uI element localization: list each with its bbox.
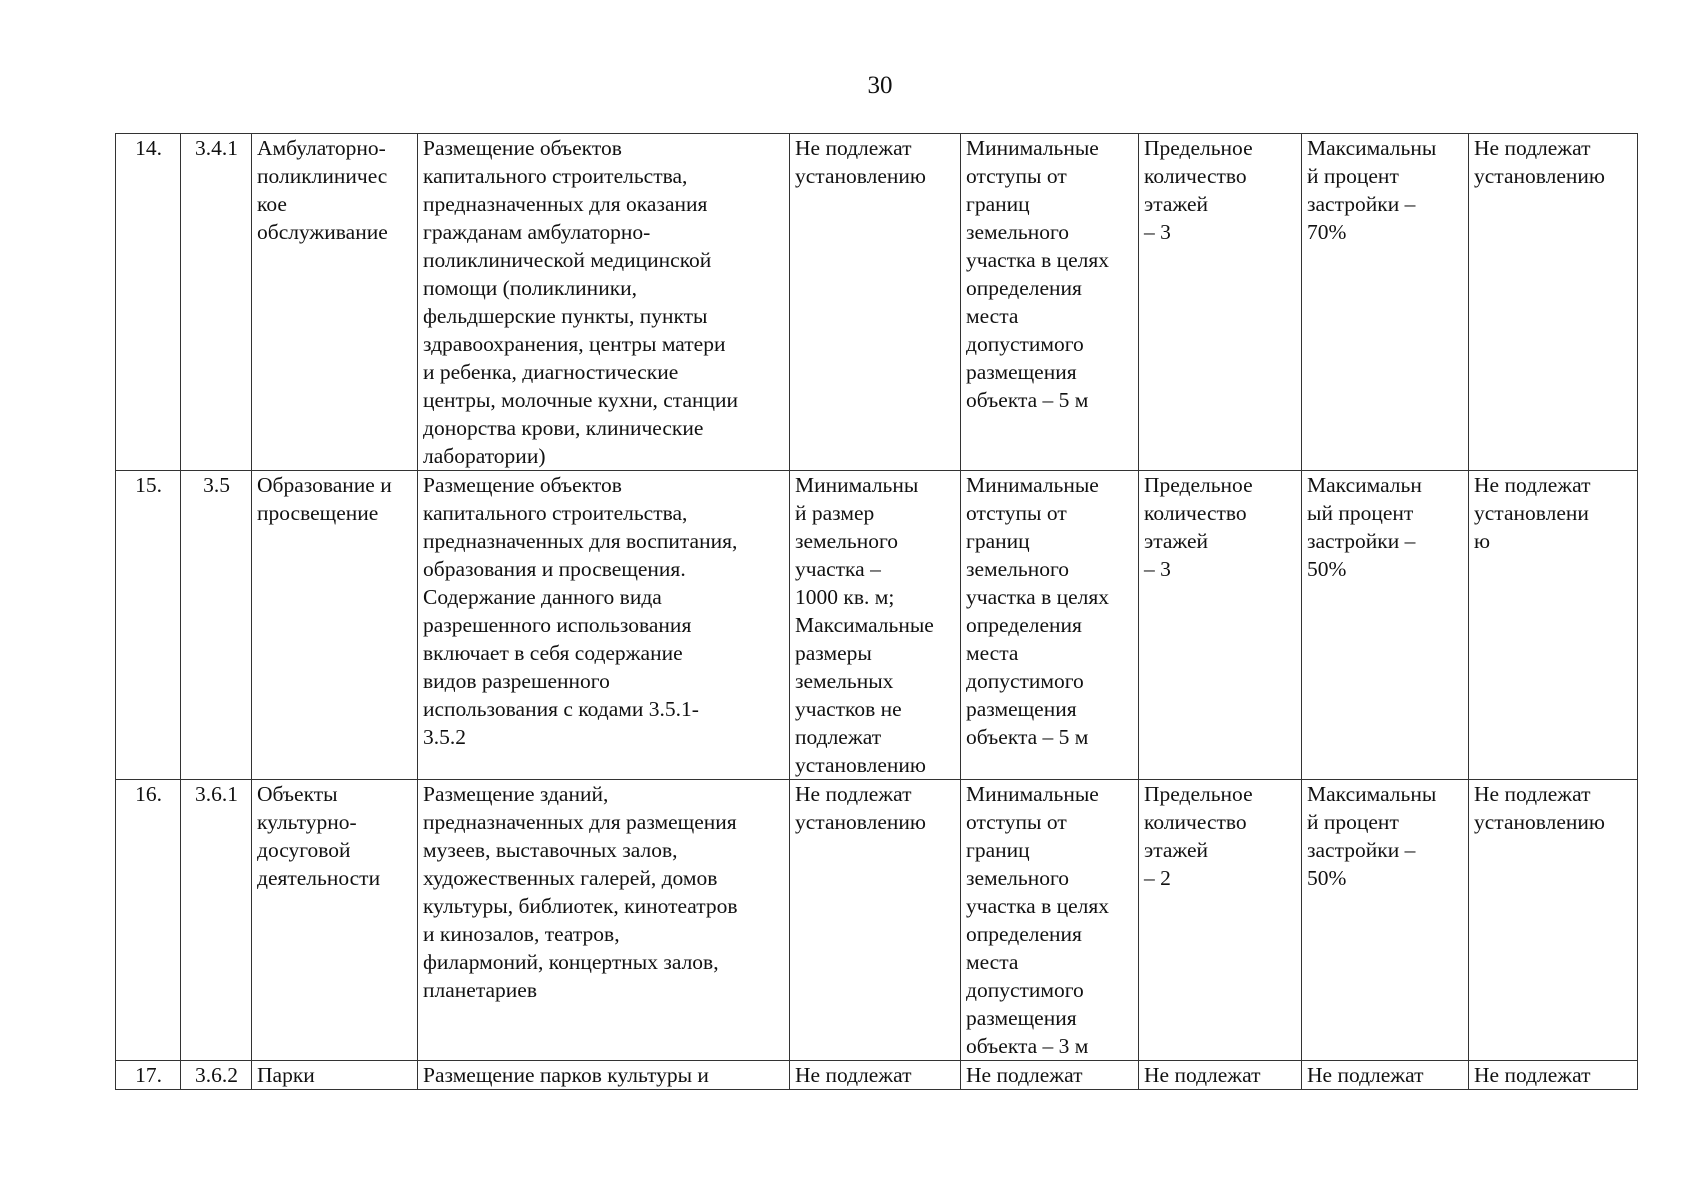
land-use-table xyxy=(115,133,1638,1090)
table-row xyxy=(116,134,1638,471)
use-code: 3.5 xyxy=(181,471,252,780)
other-limits: Не подлежат установлению xyxy=(1469,134,1638,471)
setback-limits: Минимальные отступы от границ земельного участка в целях определения места допустимого размещения объекта – 5 м xyxy=(961,471,1139,780)
setback-limits: Не подлежат xyxy=(961,1061,1139,1090)
use-name: Парки xyxy=(252,1061,418,1090)
floor-limits: Не подлежат xyxy=(1139,1061,1302,1090)
row-number: 17. xyxy=(116,1061,181,1090)
plot-size-limits: Не подлежат xyxy=(790,1061,961,1090)
other-limits: Не подлежат установлению xyxy=(1469,780,1638,1061)
table-row xyxy=(116,1061,1638,1090)
coverage-limits: Максимальны й процент застройки – 50% xyxy=(1302,780,1469,1061)
row-number: 15. xyxy=(116,471,181,780)
plot-size-limits: Минимальны й размер земельного участка – 1000 кв. м; Максимальные размеры земельных участков не подлежат установлению xyxy=(790,471,961,780)
plot-size-limits: Не подлежат установлению xyxy=(790,134,961,471)
floor-limits: Предельное количество этажей – 2 xyxy=(1139,780,1302,1061)
use-name: Образование и просвещение xyxy=(252,471,418,780)
other-limits: Не подлежат установлени ю xyxy=(1469,471,1638,780)
page-number: 30 xyxy=(867,72,893,99)
use-description: Размещение зданий, предназначенных для размещения музеев, выставочных залов, художественных галерей, домов культуры, библиотек, кинотеатров и кинозалов, театров, филармоний, концертных залов, планетариев xyxy=(418,780,790,1061)
floor-limits: Предельное количество этажей – 3 xyxy=(1139,471,1302,780)
setback-limits: Минимальные отступы от границ земельного участка в целях определения места допустимого размещения объекта – 5 м xyxy=(961,134,1139,471)
use-code: 3.6.2 xyxy=(181,1061,252,1090)
use-description: Размещение объектов капитального строительства, предназначенных для воспитания, образования и просвещения. Содержание данного вида разрешенного использования включает в себя содержание видов разрешенного использования с кодами 3.5.1- 3.5.2 xyxy=(418,471,790,780)
use-description: Размещение объектов капитального строительства, предназначенных для оказания гражданам амбулаторно- поликлинической медицинской помощи (поликлиники, фельдшерские пункты, пункты здравоохранения, центры матери и ребенка, диагностические центры, молочные кухни, станции донорства крови, клинические лаборатории) xyxy=(418,134,790,471)
setback-limits: Минимальные отступы от границ земельного участка в целях определения места допустимого размещения объекта – 3 м xyxy=(961,780,1139,1061)
row-number: 14. xyxy=(116,134,181,471)
use-name: Амбулаторно- поликлиничес кое обслуживание xyxy=(252,134,418,471)
table-row xyxy=(116,471,1638,780)
use-name: Объекты культурно- досуговой деятельности xyxy=(252,780,418,1061)
coverage-limits: Максимальны й процент застройки – 70% xyxy=(1302,134,1469,471)
other-limits: Не подлежат xyxy=(1469,1061,1638,1090)
row-number: 16. xyxy=(116,780,181,1061)
floor-limits: Предельное количество этажей – 3 xyxy=(1139,134,1302,471)
use-code: 3.4.1 xyxy=(181,134,252,471)
use-code: 3.6.1 xyxy=(181,780,252,1061)
plot-size-limits: Не подлежат установлению xyxy=(790,780,961,1061)
table-row xyxy=(116,780,1638,1061)
coverage-limits: Не подлежат xyxy=(1302,1061,1469,1090)
use-description: Размещение парков культуры и xyxy=(418,1061,790,1090)
coverage-limits: Максимальн ый процент застройки – 50% xyxy=(1302,471,1469,780)
